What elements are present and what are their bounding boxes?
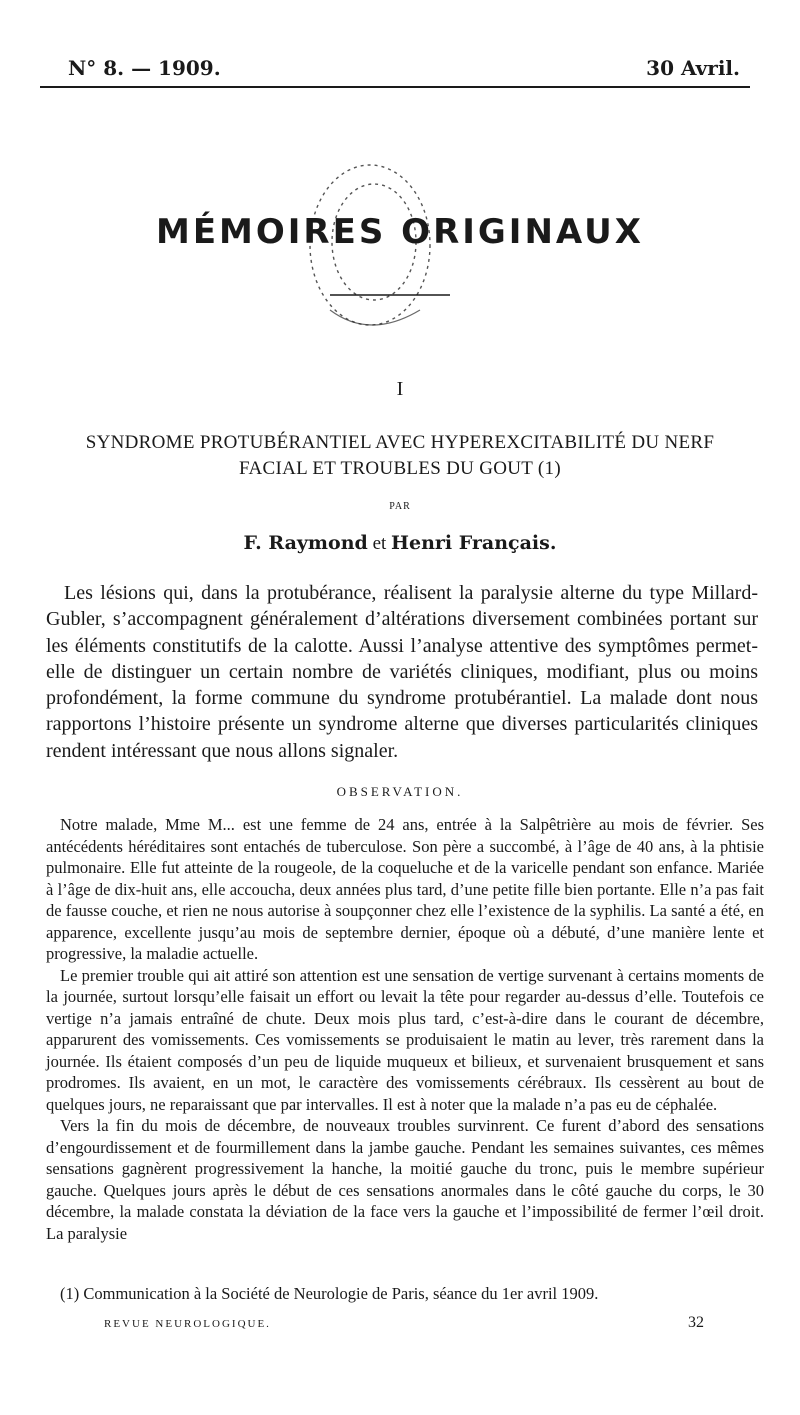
- author-1: F. Raymond: [243, 532, 368, 554]
- journal-name: REVUE NEUROLOGIQUE.: [104, 1318, 271, 1330]
- article-number: I: [396, 378, 404, 400]
- issue-date: 30 Avril.: [646, 56, 740, 80]
- article-title-line-2: FACIAL ET TROUBLES DU GOUT (1): [239, 458, 561, 479]
- issue-number: N° 8. — 1909.: [68, 56, 221, 80]
- footnote: (1) Communication à la Société de Neurologie de Paris, séance du 1er avril 1909.: [60, 1284, 599, 1303]
- intro-paragraph: Les lésions qui, dans la protubérance, réalisent la paralysie alterne du type Millard-Gubler, s’accompagnent généralement d’altérations diversement combinées portant sur les éléments constitutifs de la calotte. Aussi l’analyse attentive des symptômes permet-elle de distinguer un certain nombre de variétés cliniques, modifiant, plus ou moins profondément, la forme commune du syndrome protubérantiel. La malade dont nous rapportons l’histoire présente un syndrome alterne que diverses particularités cliniques rendent intéressant que nous allons signaler.: [46, 582, 758, 762]
- body-paragraph-3: Vers la fin du mois de décembre, de nouveaux troubles survinrent. Ce furent d’abord des sensations d’engourdissement et de fourmillement dans la jambe gauche. Pendant les semaines suivantes, ces mêmes sensations gagnèrent progressivement la hanche, la moitié gauche du tronc, puis le membre supérieur gauche. Quelques jours après le début de ces sensations anormales dans le côté gauche du corps, le 30 décembre, la malade constata la déviation de la face vers la gauche et l’impossibilité de fermer l’œil droit. La paralysie: [46, 1116, 764, 1243]
- section-title: MÉMOIRES ORIGINAUX: [155, 212, 644, 252]
- body-paragraph-1: Notre malade, Mme M... est une femme de 24 ans, entrée à la Salpêtrière au mois de février. Ses antécédents héréditaires sont entachés de tuberculose. Son père a succombé, à l’âge de 40 ans, à la phtisie pulmonaire. Elle fut atteinte de la rougeole, de la coqueluche et de la varicelle pendant son enfance. Mariée à l’âge de dix-huit ans, elle accoucha, deux années plus tard, d’une petite fille bien portante. Elle n’a pas fait de fausse couche, et rien ne nous autorise à soupçonner chez elle l’existence de la syphilis. La santé a été, en apparence, excellente jusqu’au mois de septembre dernier, époque où a débuté, d’une manière lente et progressive, la maladie actuelle.: [46, 815, 764, 963]
- byline-par: PAR: [389, 501, 411, 512]
- article-title-line-1: SYNDROME PROTUBÉRANTIEL AVEC HYPEREXCITABILITÉ DU NERF: [85, 432, 715, 453]
- observation-body: [46, 814, 764, 1244]
- article-title: [40, 430, 760, 482]
- page-footer: [104, 1314, 704, 1332]
- authors: [0, 532, 800, 555]
- page-number: 32: [688, 1314, 704, 1331]
- author-conjunction: et: [372, 533, 387, 554]
- author-2: Henri Français.: [391, 532, 557, 554]
- header-rule: [40, 86, 750, 88]
- body-paragraph-2: Le premier trouble qui ait attiré son attention est une sensation de vertige survenant à certains moments de la journée, surtout lorsqu’elle faisait un effort ou levait la tête pour regarder au-dessus d’elle. Toutefois ce vertige n’a jamais entraîné de chute. Deux mois plus tard, c’est-à-dire dans le courant de décembre, apparurent des vomissements. Ces vomissements se produisaient le matin au lever, très rarement dans la journée. Ils étaient composés d’un peu de liquide muqueux et bilieux, et survenaient brusquement et sans prodromes. Ils avaient, en un mot, le caractère des vomissements cérébraux. Ils cessèrent au bout de quelques jours, ne reparaissant que par intervalles. Il est à noter que la malade n’a pas eu de céphalée.: [46, 965, 764, 1114]
- observation-heading: OBSERVATION.: [336, 784, 464, 799]
- page-header: [68, 56, 740, 80]
